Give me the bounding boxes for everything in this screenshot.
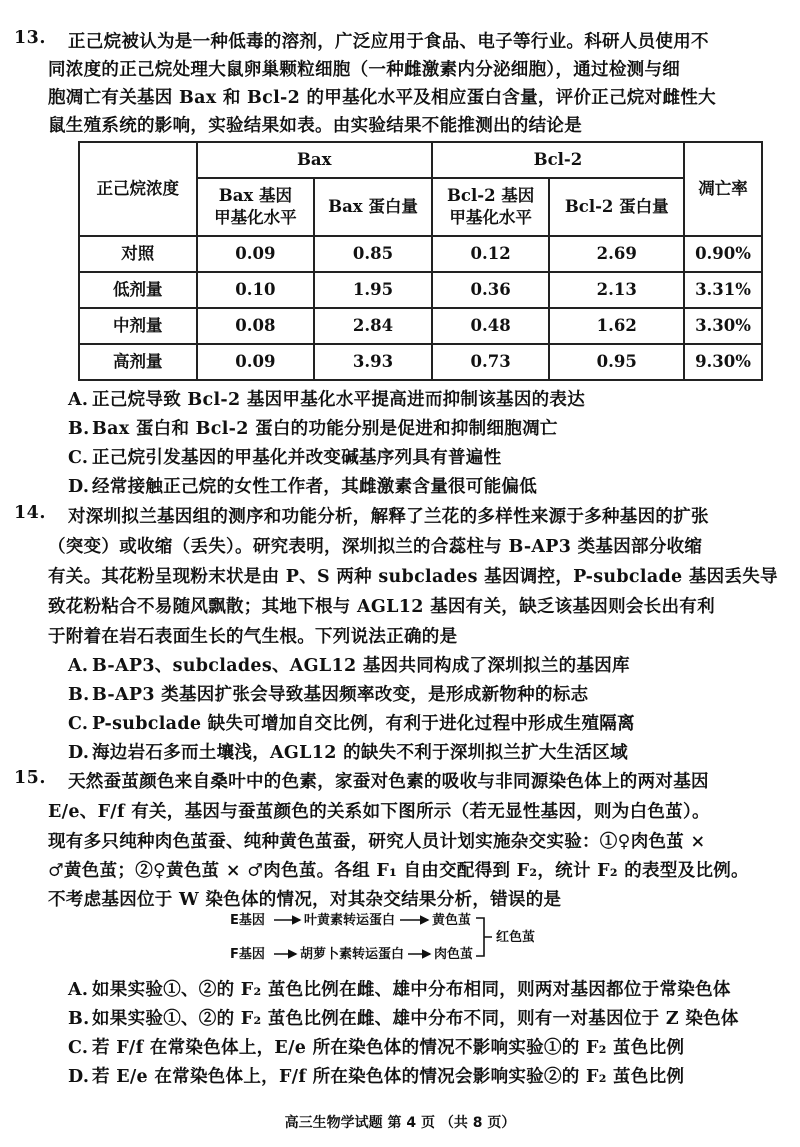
cocoon-color-diagram	[230, 910, 590, 972]
table-row: 低剂量 0.10 1.95 0.36 2.13 3.31%	[79, 272, 762, 308]
q15-option-d: D. 若 E/e 在常染色体上，F/f 所在染色体的情况会影响实验②的 F₂ 茧色比例	[68, 1067, 685, 1087]
q14-option-b: B. B-AP3 类基因扩张会导致基因频率改变，是形成新物种的标志	[68, 685, 589, 705]
question-13-line: 同浓度的正己烷处理大鼠卵巢颗粒细胞（一种雌激素内分泌细胞），通过检测与细	[48, 60, 681, 80]
header-bax-methylation: Bax 基因 甲基化水平	[197, 178, 315, 236]
question-14-line: 对深圳拟兰基因组的测序和功能分析，解释了兰花的多样性来源于多种基因的扩张	[68, 507, 709, 527]
q15-option-a: A. 如果实验①、②的 F₂ 茧色比例在雌、雄中分布相同，则两对基因都位于常染色体	[68, 980, 731, 1000]
q13-option-b: B. Bax 蛋白和 Bcl-2 蛋白的功能分别是促进和抑制细胞凋亡	[68, 419, 558, 439]
question-15-line: 天然蚕茧颜色来自桑叶中的色素，家蚕对色素的吸收与非同源染色体上的两对基因	[68, 772, 709, 792]
question-14-line: 有关。其花粉呈现粉末状是由 P、S 两种 subclades 基因调控，P-subclade 基因丢失导	[48, 567, 778, 587]
header-bcl2-protein: Bcl-2 蛋白量	[549, 178, 684, 236]
question-15-number: 15.	[14, 768, 46, 788]
header-bcl2: Bcl-2	[432, 142, 684, 178]
header-apoptosis: 凋亡率	[684, 142, 762, 236]
q13-option-c: C. 正己烷引发基因的甲基化并改变碱基序列具有普遍性	[68, 448, 502, 468]
q13-option-a: A. 正己烷导致 Bcl-2 基因甲基化水平提高进而抑制该基因的表达	[68, 390, 586, 410]
question-14-line: 于附着在岩石表面生长的气生根。下列说法正确的是	[48, 627, 458, 647]
question-15-line: E/e、F/f 有关，基因与蚕茧颜色的关系如下图所示（若无显性基因，则为白色茧）。	[48, 802, 710, 822]
diagram-e-result: 黄色茧	[432, 913, 472, 928]
diagram-e-gene: E基因	[230, 913, 265, 928]
header-bax: Bax	[197, 142, 432, 178]
table-row: 中剂量 0.08 2.84 0.48 1.62 3.30%	[79, 308, 762, 344]
methylation-table	[78, 141, 763, 381]
diagram-f-protein: 胡萝卜素转运蛋白	[300, 947, 405, 962]
bracket-icon	[476, 918, 492, 956]
question-14-number: 14.	[14, 503, 46, 523]
header-concentration: 正己烷浓度	[79, 142, 197, 236]
diagram-f-result: 肉色茧	[434, 947, 474, 962]
q15-option-c: C. 若 F/f 在常染色体上，E/e 所在染色体的情况不影响实验①的 F₂ 茧色比例	[68, 1038, 685, 1058]
q14-option-d: D. 海边岩石多而土壤浅，AGL12 的缺失不利于深圳拟兰扩大生活区域	[68, 743, 628, 763]
question-15-line: ♂黄色茧；②♀黄色茧 × ♂肉色茧。各组 F₁ 自由交配得到 F₂，统计 F₂ 的表型及比例。	[48, 861, 749, 881]
question-13-line: 胞凋亡有关基因 Bax 和 Bcl-2 的甲基化水平及相应蛋白含量，评价正己烷对雌性大	[48, 88, 716, 108]
header-bax-protein: Bax 蛋白量	[314, 178, 432, 236]
question-14-line: （突变）或收缩（丢失）。研究表明，深圳拟兰的合蕊柱与 B-AP3 类基因部分收缩	[48, 537, 703, 557]
page-footer: 高三生物学试题 第 4 页 （共 8 页）	[284, 1115, 516, 1131]
header-bcl2-methylation: Bcl-2 基因 甲基化水平	[432, 178, 550, 236]
q14-option-c: C. P-subclade 缺失可增加自交比例，有利于进化过程中形成生殖隔离	[68, 714, 635, 734]
q15-option-b: B. 如果实验①、②的 F₂ 茧色比例在雌、雄中分布不同，则有一对基因位于 Z 染色体	[68, 1009, 739, 1029]
question-15-line: 不考虑基因位于 W 染色体的情况，对其杂交结果分析，错误的是	[48, 890, 562, 910]
question-14-line: 致花粉粘合不易随风飘散；其地下根与 AGL12 基因有关，缺乏该基因则会长出有利	[48, 597, 715, 617]
diagram-combined: 红色茧	[496, 930, 536, 945]
table-row: 高剂量 0.09 3.93 0.73 0.95 9.30%	[79, 344, 762, 380]
diagram-e-protein: 叶黄素转运蛋白	[304, 913, 396, 928]
question-13-line: 正己烷被认为是一种低毒的溶剂，广泛应用于食品、电子等行业。科研人员使用不	[68, 32, 709, 52]
q14-option-a: A. B-AP3、subclades、AGL12 基因共同构成了深圳拟兰的基因库	[68, 656, 630, 676]
question-13-line: 鼠生殖系统的影响，实验结果如表。由实验结果不能推测出的结论是	[48, 116, 582, 136]
diagram-f-gene: F基因	[230, 947, 265, 962]
q13-option-d: D. 经常接触正己烷的女性工作者，其雌激素含量很可能偏低	[68, 477, 537, 497]
table-row: 对照 0.09 0.85 0.12 2.69 0.90%	[79, 236, 762, 272]
question-15-line: 现有多只纯种肉色茧蚕、纯种黄色茧蚕，研究人员计划实施杂交实验：①♀肉色茧 ×	[48, 832, 706, 852]
question-13-number: 13.	[14, 28, 46, 48]
